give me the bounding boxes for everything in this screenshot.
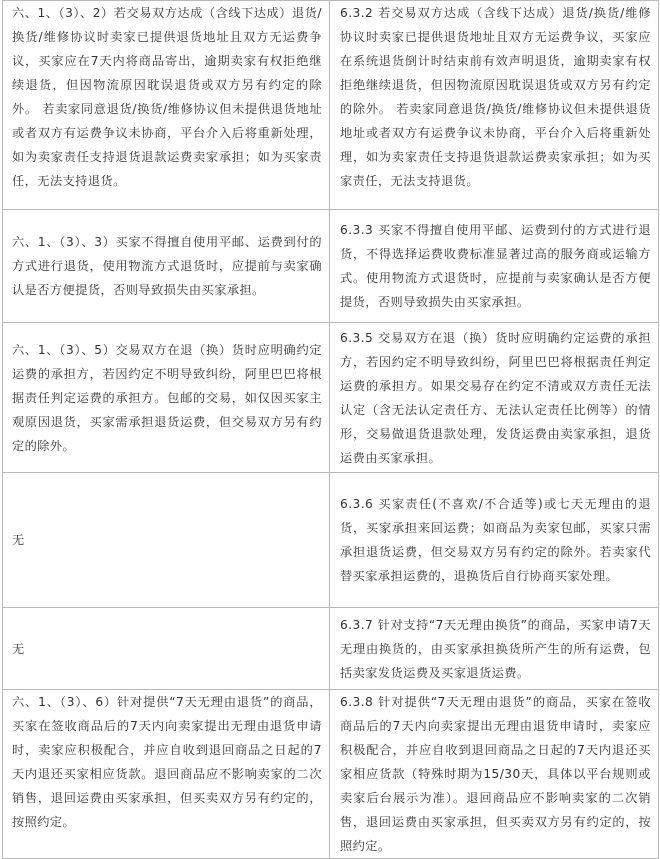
new-rule-cell: 6.3.5 交易双方在退（换）货时应明确约定运费的承担方，若因约定不明导致纠纷，阿里巴巴将根据责任判定运费的承担方。如果交易存在约定不清或双方责任无法认定（含无法认定责任方、无法认定责任比例等）的情形，交易做退货退款处理，发货运费由卖家承担，退货运费由买家承担。 (330, 323, 659, 473)
old-rule-cell: 无 (3, 473, 330, 608)
new-rule-cell: 6.3.6 买家责任(不喜欢/不合适等)或七天无理由的退货，买家承担来回运费；如商品为卖家包邮，买家只需承担退货运费，但交易双方另有约定的除外。若卖家代替买家承担运费的，退换货后自行协商买家处理。 (330, 473, 659, 608)
new-rule-cell: 6.3.7 针对支持“7天无理由换货”的商品，买家申请7天无理由换货的，由买家承担换货所产生的所有运费，包括卖家发货运费及买家退货运费。 (330, 608, 659, 690)
table-row (3, 690, 659, 859)
table-row (3, 1, 659, 210)
table-row (3, 608, 659, 690)
table-row (3, 473, 659, 608)
table-row (3, 323, 659, 473)
table-row (3, 210, 659, 323)
rule-comparison-table (2, 0, 659, 859)
old-rule-cell: 无 (3, 608, 330, 690)
old-rule-cell: 六、1、（3）、5）交易双方在退（换）货时应明确约定运费的承担方，若因约定不明导致纠纷，阿里巴巴将根据责任判定运费的承担方。包邮的交易，如仅因买家主观原因退货，买家需承担退货运费，但交易双方另有约定的除外。 (3, 323, 330, 473)
new-rule-cell: 6.3.8 针对提供“7天无理由退货”的商品，买家在签收商品后的7天内向卖家提出无理由退货申请时，卖家应积极配合，并应自收到退回商品之日起的7天内退还买家相应货款（特殊时期为15/30天，具体以平台规则或卖家后台展示为准）。退回商品应不影响卖家的二次销售，退回运费由买家承担，但买卖双方另有约定的，按照约定。 (330, 690, 659, 859)
old-rule-cell: 六、1、（3）、3）买家不得擅自使用平邮、运费到付的方式进行退货，使用物流方式退货时，应提前与卖家确认是否方便提货，否则导致损失由买家承担。 (3, 210, 330, 323)
new-rule-cell: 6.3.2 若交易双方达成（含线下达成）退货/换货/维修协议时卖家已提供退货地址且双方无运费争议，买家应在系统退货倒计时结束前有效声明退货，逾期卖家有权拒绝继续退货，但因物流原因耽误退货或双方另有约定的除外。 若卖家同意退货/换货/维修协议但未提供退货地址或者双方有运费争议未协商，平台介入后将重新处理，如为卖家责任支持退货退款运费卖家承担；如为买家责任，无法支持退货。 (330, 1, 659, 210)
old-rule-cell: 六、1、（3）、6）针对提供“7天无理由退货”的商品，买家在签收商品后的7天内向卖家提出无理由退货申请时，卖家应积极配合，并应自收到退回商品之日起的7天内退还买家相应货款。退回商品应不影响卖家的二次销售，退回运费由买家承担，但买卖双方另有约定的，按照约定。 (3, 690, 330, 859)
new-rule-cell: 6.3.3 买家不得擅自使用平邮、运费到付的方式进行退货，不得选择运费收费标准显著过高的服务商或运输方式。使用物流方式退货时，应提前与卖家确认是否方便提货，否则导致损失由买家承担。 (330, 210, 659, 323)
old-rule-cell: 六、1、（3）、2）若交易双方达成（含线下达成）退货/换货/维修协议时卖家已提供退货地址且双方无运费争议，买家应在7天内将商品寄出，逾期卖家有权拒绝继续退货，但因物流原因耽误退货或双方另有约定的除外。 若卖家同意退货/换货/维修协议但未提供退货地址或者双方有运费争议未协商，平台介入后将重新处理，如为卖家责任支持退货退款运费卖家承担；如为买家责任，无法支持退货。 (3, 1, 330, 210)
